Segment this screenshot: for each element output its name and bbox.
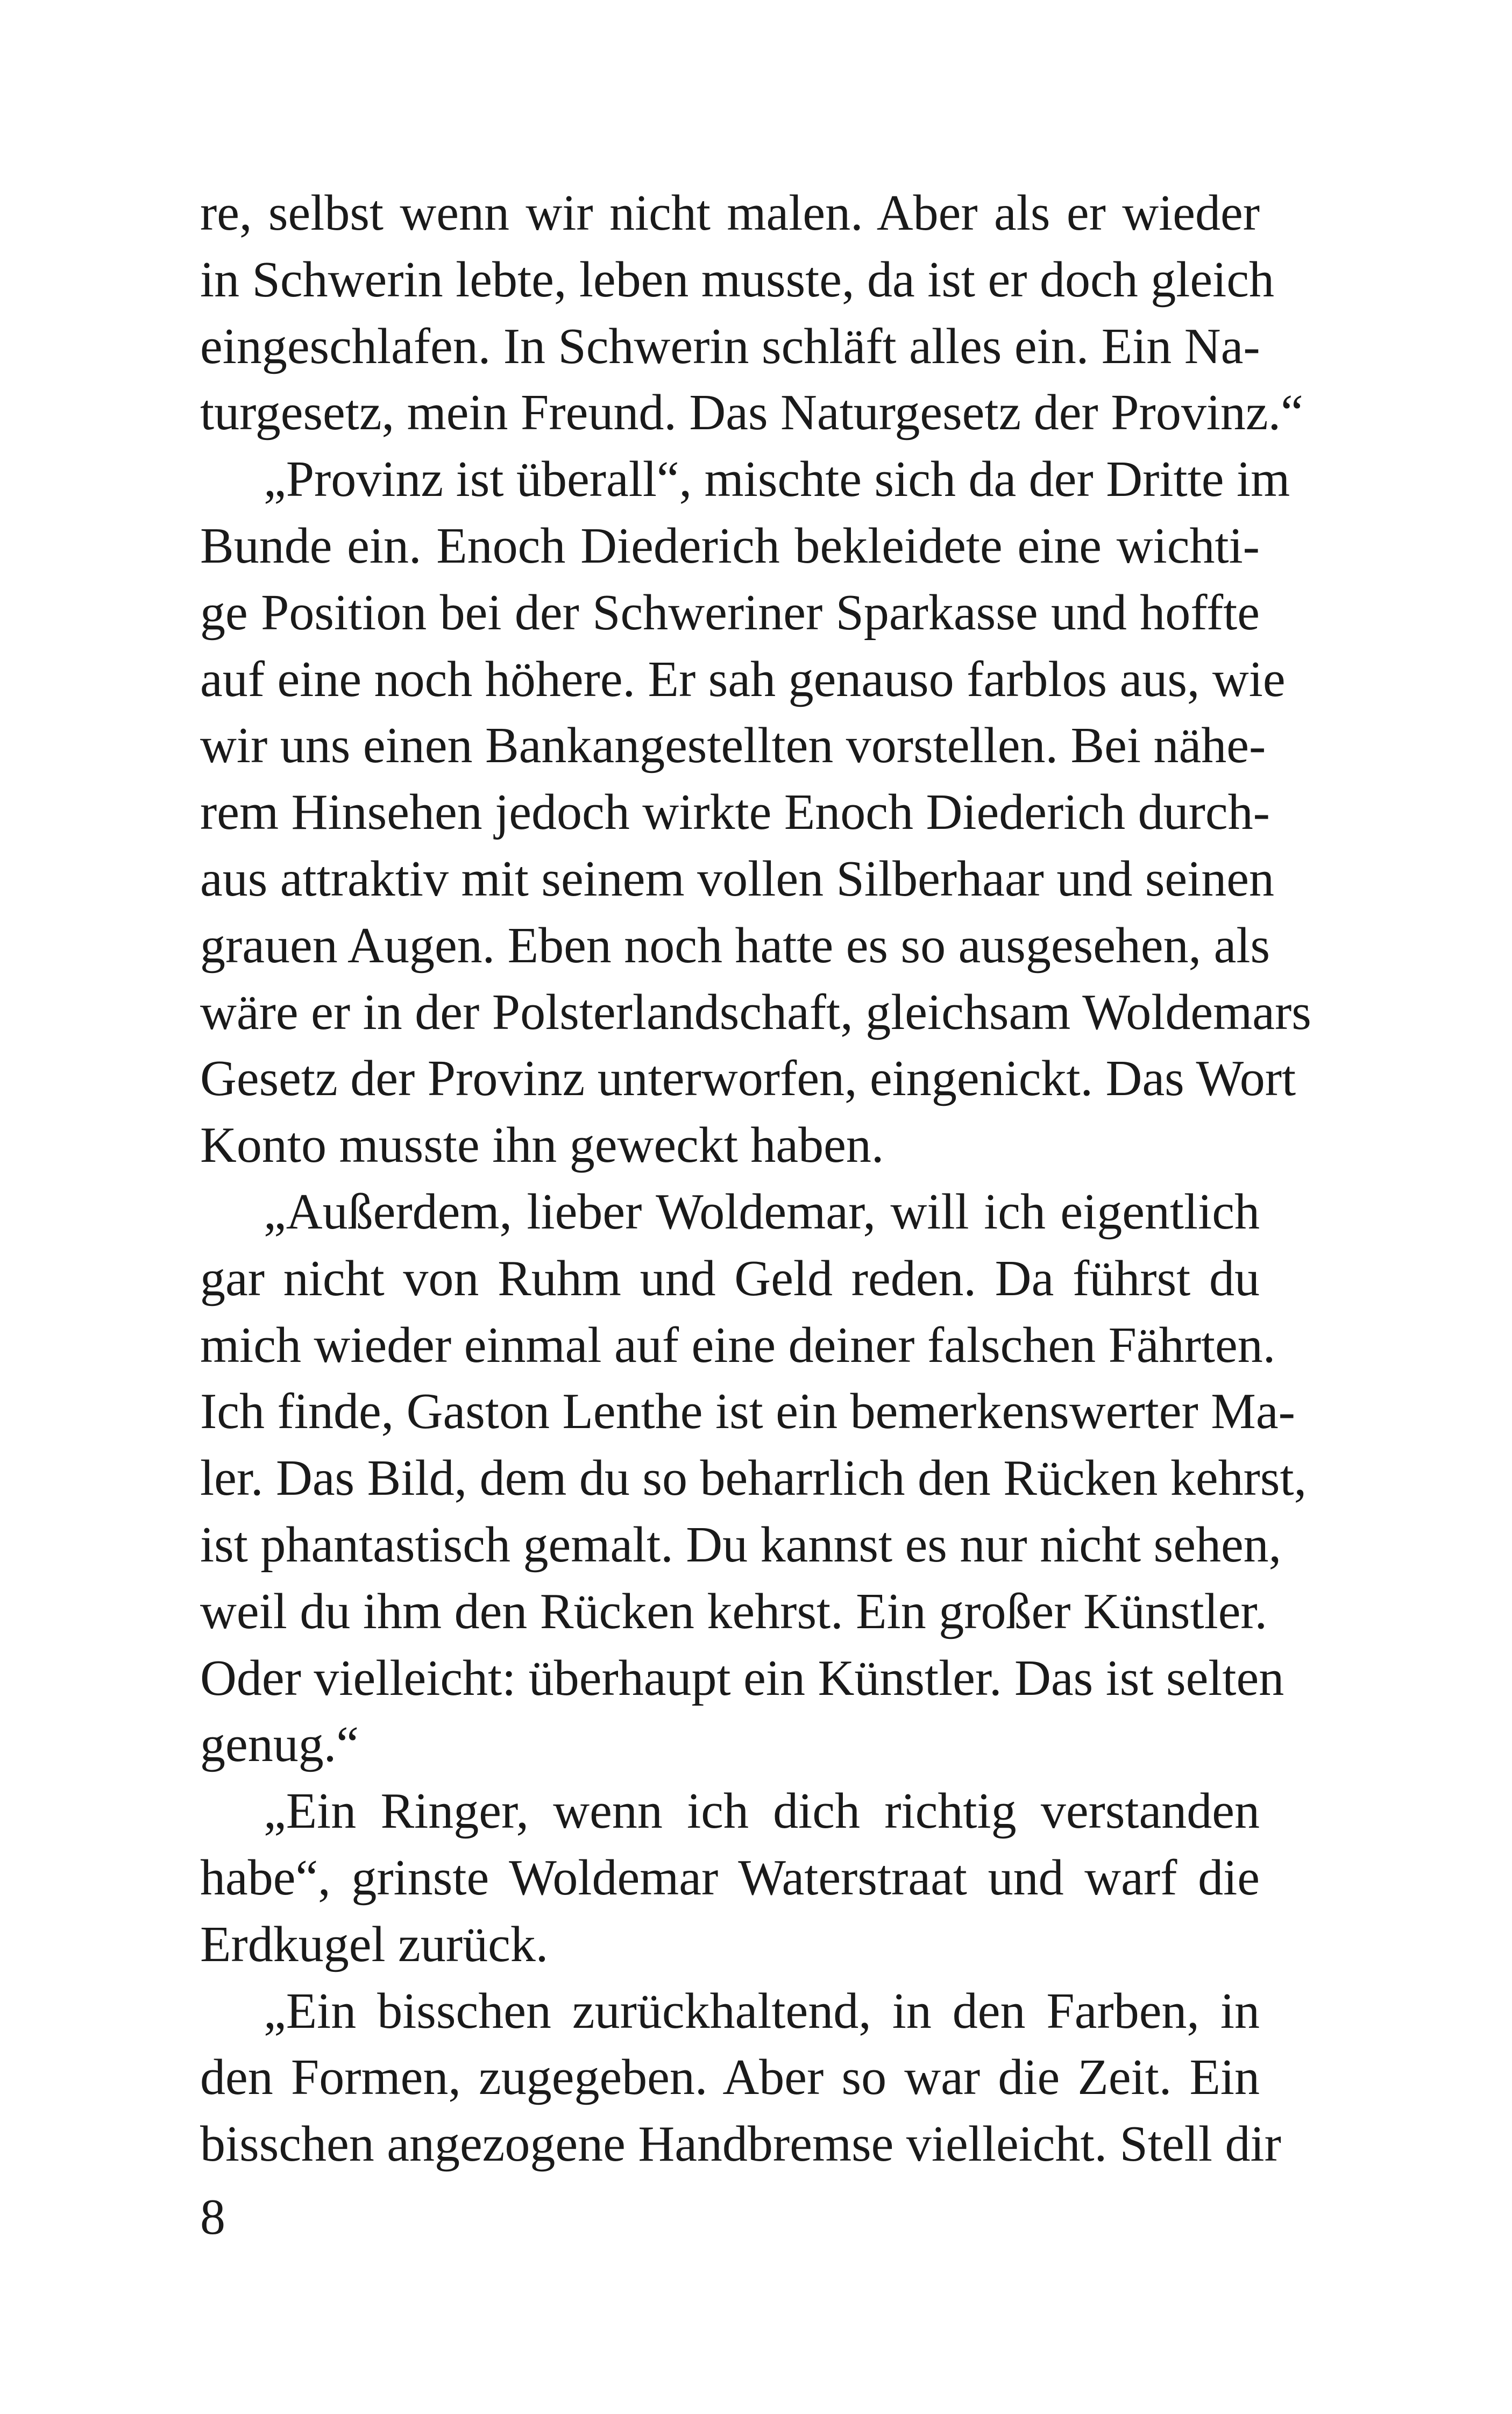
text-line: ist phantastisch gemalt. Du kannst es nur nicht sehen, [200, 1516, 1282, 1573]
text-line: wir uns einen Bankangestellten vorstellen. Bei nähe- [200, 718, 1266, 774]
text-line: gar nicht von Ruhm und Geld reden. Da führst du [200, 1250, 1260, 1307]
text-line: wäre er in der Polsterlandschaft, gleichsam Woldemars [200, 984, 1311, 1040]
text-line: auf eine noch höhere. Er sah genauso farblos aus, wie [200, 651, 1286, 707]
text-line: mich wieder einmal auf eine deiner falschen Fährten. [200, 1317, 1276, 1373]
text-line: weil du ihm den Rücken kehrst. Ein großer Künstler. [200, 1583, 1268, 1639]
text-line: turgesetz, mein Freund. Das Naturgesetz der Provinz.“ [200, 385, 1303, 441]
text-line: bisschen angezogene Handbremse vielleicht. Stell dir [200, 2116, 1281, 2172]
text-line: Bunde ein. Enoch Diederich bekleidete eine wichti- [200, 517, 1260, 574]
text-line: Ich finde, Gaston Lenthe ist ein bemerkenswerter Ma- [200, 1383, 1295, 1440]
text-line: „Provinz ist überall“, mischte sich da der Dritte im [264, 451, 1290, 508]
text-line: genug.“ [200, 1716, 359, 1773]
text-line: den Formen, zugegeben. Aber so war die Zeit. Ein [200, 2049, 1260, 2106]
text-line: habe“, grinste Woldemar Waterstraat und warf die [200, 1849, 1260, 1906]
text-line: Erdkugel zurück. [200, 1916, 549, 1972]
text-line: „Ein Ringer, wenn ich dich richtig verstanden [264, 1783, 1260, 1840]
body-text [200, 180, 1311, 2178]
text-line: „Ein bisschen zurückhaltend, in den Farben, in [264, 1983, 1260, 2039]
text-line: aus attraktiv mit seinem vollen Silberhaar und seinen [200, 850, 1274, 907]
text-line: in Schwerin lebte, leben musste, da ist er doch gleich [200, 251, 1274, 308]
text-line: grauen Augen. Eben noch hatte es so ausgesehen, als [200, 917, 1270, 974]
text-line: Konto musste ihn geweckt haben. [200, 1117, 884, 1174]
text-line: eingeschlafen. In Schwerin schläft alles ein. Ein Na- [200, 318, 1260, 374]
text-line: ler. Das Bild, dem du so beharrlich den Rücken kehrst, [200, 1450, 1307, 1507]
page-number: 8 [200, 2189, 225, 2245]
text-line: re, selbst wenn wir nicht malen. Aber als er wieder [200, 185, 1260, 241]
text-line: ge Position bei der Schweriner Sparkasse und hoffte [200, 584, 1260, 641]
text-line: „Außerdem, lieber Woldemar, will ich eigentlich [264, 1183, 1260, 1240]
text-line: rem Hinsehen jedoch wirkte Enoch Diederich durch- [200, 784, 1270, 841]
text-line: Gesetz der Provinz unterworfen, eingenickt. Das Wort [200, 1050, 1296, 1107]
text-line: Oder vielleicht: überhaupt ein Künstler. Das ist selten [200, 1650, 1284, 1706]
